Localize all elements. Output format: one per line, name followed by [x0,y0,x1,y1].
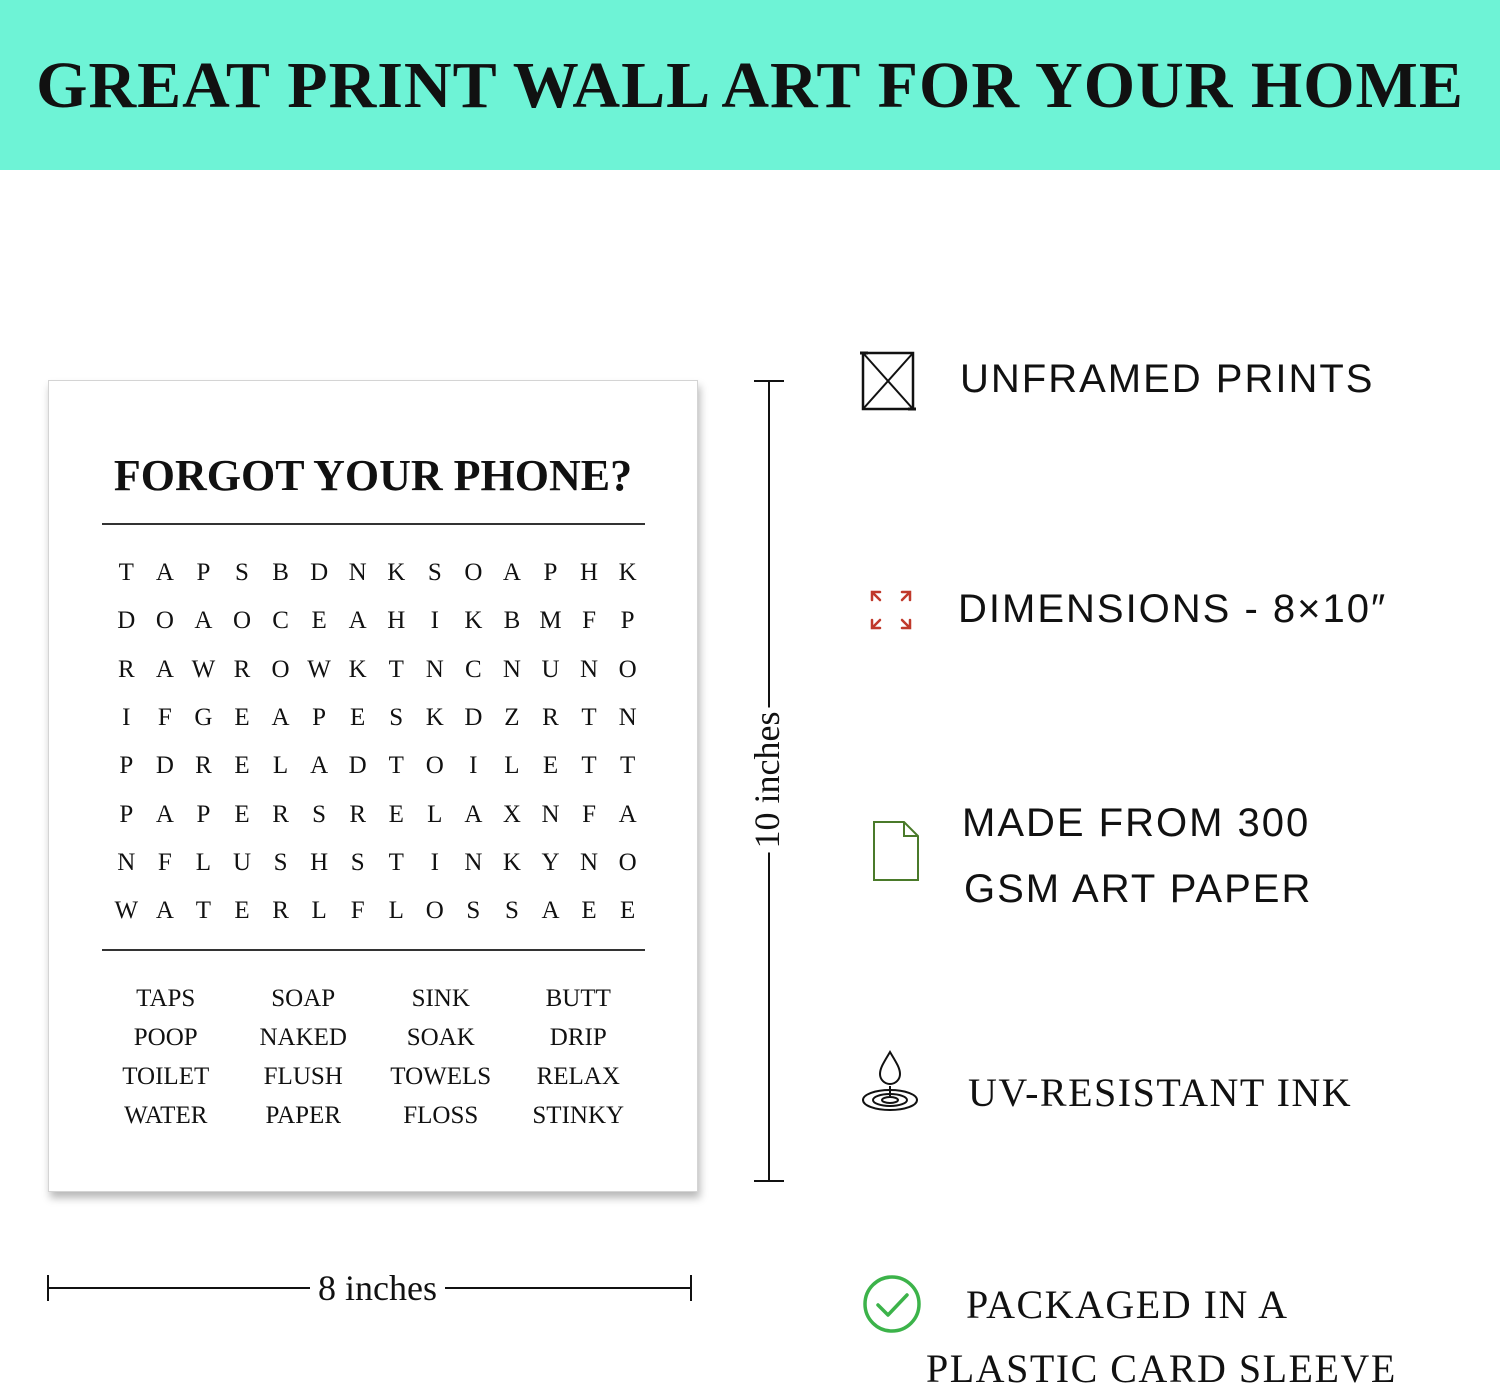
word-list-item: STINKY [532,1102,625,1129]
grid-letter: K [502,848,521,876]
grid-letter: K [387,559,406,587]
poster-divider-bottom [102,949,645,951]
grid-row [107,887,647,935]
grid-letter: P [196,559,211,587]
grid-letter: R [117,655,135,683]
word-list-item: PAPER [265,1102,341,1129]
grid-letter: P [312,704,327,732]
grid-letter: D [348,752,367,780]
ink-drop-icon [860,1050,920,1121]
grid-letter: R [349,800,366,828]
feature-paper-text-line2: GSM ART PAPER [964,867,1313,911]
word-list-item: TAPS [136,985,196,1012]
grid-letter: S [350,848,365,876]
grid-letter: M [539,607,562,635]
grid-letter: O [618,655,637,683]
grid-letter: N [425,655,444,683]
grid-letter: H [387,607,406,635]
word-list-item: SOAP [271,985,336,1012]
expand-arrows-icon [870,590,912,635]
grid-letter: N [580,655,599,683]
feature-packaging-text-line1: PACKAGED IN A [966,1282,1289,1327]
grid-row [107,694,647,742]
grid-letter: E [388,800,404,828]
grid-letter: T [619,752,636,780]
grid-letter: E [581,897,597,925]
grid-letter: N [618,704,637,732]
grid-letter: W [191,655,216,683]
grid-letter: P [119,800,134,828]
grid-letter: P [620,607,635,635]
grid-letter: E [234,800,250,828]
grid-letter: R [542,704,559,732]
grid-letter: L [195,848,212,876]
poster-title: FORGOT YOUR PHONE? [113,451,633,500]
banner-title: GREAT PRINT WALL ART FOR YOUR HOME [36,49,1464,122]
word-list-item: FLUSH [263,1063,343,1090]
grid-letter: R [195,752,212,780]
grid-letter: K [464,607,483,635]
width-dimension-cap-right [690,1275,692,1301]
grid-letter: S [312,800,327,828]
grid-letter: P [119,752,134,780]
grid-letter: T [195,897,212,925]
grid-letter: D [310,559,329,587]
word-list-item: TOWELS [390,1063,492,1090]
word-list-item: FLOSS [403,1102,479,1129]
grid-letter: T [581,752,597,780]
grid-letter: O [464,559,483,587]
grid-letter: A [541,897,560,925]
grid-row [107,549,647,597]
grid-letter: Y [541,848,560,876]
word-list-item: RELAX [536,1063,620,1090]
feature-paper-text-line1: MADE FROM 300 [962,801,1311,845]
word-list-item: SINK [411,985,470,1012]
grid-row [107,646,647,694]
grid-letter: B [503,607,521,635]
grid-letter: D [464,704,483,732]
grid-letter: W [114,897,139,925]
feature-unframed-text: UNFRAMED PRINTS [960,357,1375,401]
grid-letter: E [234,897,250,925]
grid-letter: S [389,704,404,732]
grid-letter: F [582,607,596,635]
grid-letter: O [232,607,251,635]
grid-letter: R [272,800,289,828]
grid-letter: L [504,752,520,780]
grid-letter: O [425,752,444,780]
grid-letter: I [122,704,131,732]
word-list-item: BUTT [545,985,611,1012]
grid-row [107,790,647,838]
grid-letter: E [542,752,559,780]
grid-letter: A [310,752,329,780]
grid-letter: C [465,655,482,683]
grid-letter: D [117,607,136,635]
grid-letter: N [464,848,483,876]
grid-letter: A [155,897,174,925]
grid-letter: O [155,607,174,635]
grid-letter: P [543,559,558,587]
grid-letter: I [430,607,439,635]
grid-row [107,839,647,887]
grid-letter: N [348,559,367,587]
grid-letter: E [234,704,250,732]
height-dimension-cap-bottom [754,1180,784,1182]
grid-letter: R [272,897,289,925]
height-dimension-label: 10 inches [747,708,787,853]
grid-letter: A [155,559,174,587]
grid-letter: S [273,848,288,876]
feature-ink-text: UV-RESISTANT INK [968,1070,1353,1115]
grid-letter: S [466,897,481,925]
grid-letter: T [388,848,404,876]
grid-letter: L [272,752,289,780]
grid-letter: R [233,655,251,683]
feature-packaging-text-line2: PLASTIC CARD SLEEVE [926,1346,1397,1391]
grid-letter: E [619,897,636,925]
grid-letter: L [311,897,327,925]
grid-letter: N [580,848,599,876]
grid-letter: A [271,704,290,732]
grid-letter: O [425,897,444,925]
unframed-icon [860,350,916,417]
grid-letter: F [157,848,172,876]
grid-letter: Z [504,704,520,732]
grid-letter: A [348,607,367,635]
grid-letter: A [194,607,213,635]
grid-letter: H [310,848,329,876]
grid-letter: G [194,704,213,732]
word-list-item: NAKED [259,1024,347,1051]
grid-letter: X [502,800,521,828]
word-list [97,979,647,1135]
word-search-grid [107,549,647,935]
grid-letter: K [425,704,444,732]
grid-letter: F [350,897,365,925]
grid-letter: T [388,752,404,780]
grid-letter: O [618,848,637,876]
grid-letter: T [388,655,404,683]
grid-letter: P [196,800,211,828]
poster-divider-top [102,523,645,525]
grid-letter: T [581,704,597,732]
grid-letter: N [541,800,560,828]
grid-letter: C [272,607,289,635]
grid-letter: O [271,655,290,683]
grid-letter: K [348,655,367,683]
grid-letter: A [155,655,174,683]
word-list-item: TOILET [122,1063,210,1090]
grid-letter: S [235,559,249,587]
grid-letter: L [388,897,404,925]
width-dimension-label: 8 inches [310,1268,445,1308]
grid-letter: A [464,800,483,828]
header-banner [0,0,1500,170]
grid-row [107,597,647,645]
grid-letter: I [430,848,439,876]
grid-letter: S [427,559,442,587]
word-list-item: SOAK [406,1024,475,1051]
grid-letter: A [618,800,637,828]
grid-letter: L [427,800,443,828]
grid-letter: E [234,752,250,780]
grid-letter: A [155,800,174,828]
grid-letter: E [350,704,366,732]
paper-document-icon [872,820,920,887]
grid-letter: H [580,559,599,587]
word-list-item: DRIP [549,1024,607,1051]
grid-letter: N [117,848,136,876]
word-list-item: WATER [124,1102,208,1129]
grid-letter: F [157,704,172,732]
grid-row [107,742,647,790]
grid-letter: I [469,752,478,780]
grid-letter: E [311,607,327,635]
check-circle-icon [862,1274,922,1339]
grid-letter: U [541,655,560,683]
grid-letter: B [272,559,289,587]
grid-letter: N [502,655,521,683]
grid-letter: U [232,848,251,876]
poster-preview [48,380,698,1192]
grid-letter: A [502,559,521,587]
word-list-item: POOP [133,1024,198,1051]
grid-letter: T [118,559,134,587]
feature-dimensions-text: DIMENSIONS - 8×10″ [958,587,1388,631]
grid-letter: W [307,655,331,683]
grid-letter: S [504,897,519,925]
grid-letter: F [582,800,596,828]
grid-letter: K [618,559,637,587]
grid-letter: D [155,752,174,780]
